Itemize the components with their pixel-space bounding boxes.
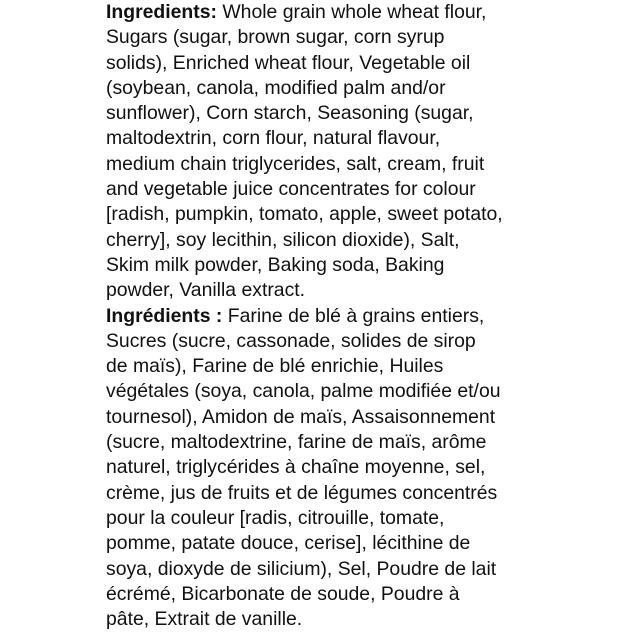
- french-line-3: végétales (soya, canola, palme modifiée et/ou: [106, 380, 501, 403]
- english-ingredients: [106, 0, 586, 304]
- english-heading: Ingredients:: [106, 1, 217, 23]
- french-line-2: de maïs), Farine de blé enrichie, Huiles: [106, 355, 444, 378]
- french-line-11: écrémé, Bicarbonate de soude, Poudre à: [106, 582, 460, 605]
- french-line-8: pour la couleur [radis, citrouille, tomate,: [106, 506, 445, 529]
- french-line-5: (sucre, maltodextrine, farine de maïs, arôme: [106, 431, 487, 454]
- english-line-0: Whole grain whole wheat flour,: [216, 1, 487, 23]
- english-line-5: maltodextrin, corn flour, natural flavour,: [106, 127, 441, 150]
- english-line-1: Sugars (sugar, brown sugar, corn syrup: [106, 26, 445, 49]
- ingredient-label: [106, 0, 586, 632]
- english-ingredients-first-line: [106, 0, 586, 25]
- french-ingredients-first-line: [106, 304, 586, 329]
- french-line-6: naturel, triglycérides à chaîne moyenne, sel,: [106, 456, 486, 479]
- french-line-0: Farine de blé à grains entiers,: [222, 304, 485, 327]
- english-line-4: sunflower), Corn starch, Seasoning (sugar,: [106, 102, 474, 125]
- french-ingredients: [106, 304, 586, 633]
- french-line-4: tournesol), Amidon de maïs, Assaisonnement: [106, 405, 496, 428]
- english-line-6: medium chain triglycerides, salt, cream, fruit: [106, 152, 485, 175]
- french-line-10: soya, dioxyde de silicium), Sel, Poudre de lait: [106, 557, 497, 580]
- english-line-8: [radish, pumpkin, tomato, apple, sweet potato,: [106, 203, 503, 226]
- french-line-9: pomme, patate douce, cerise], lécithine de: [106, 532, 471, 555]
- english-line-10: Skim milk powder, Baking soda, Baking: [106, 253, 445, 276]
- english-line-9: cherry], soy lecithin, silicon dioxide), Salt,: [106, 228, 460, 251]
- french-line-7: crème, jus de fruits et de légumes concentrés: [106, 481, 498, 504]
- english-line-7: and vegetable juice concentrates for colour: [106, 178, 476, 201]
- english-line-2: solids), Enriched wheat flour, Vegetable oil: [106, 51, 471, 74]
- french-line-12: pâte, Extrait de vanille.: [106, 608, 303, 631]
- french-line-1: Sucres (sucre, cassonade, solides de sirop: [106, 329, 476, 352]
- english-line-3: (soybean, canola, modified palm and/or: [106, 76, 446, 99]
- french-heading: Ingrédients :: [106, 304, 223, 327]
- english-line-11: powder, Vanilla extract.: [106, 279, 306, 302]
